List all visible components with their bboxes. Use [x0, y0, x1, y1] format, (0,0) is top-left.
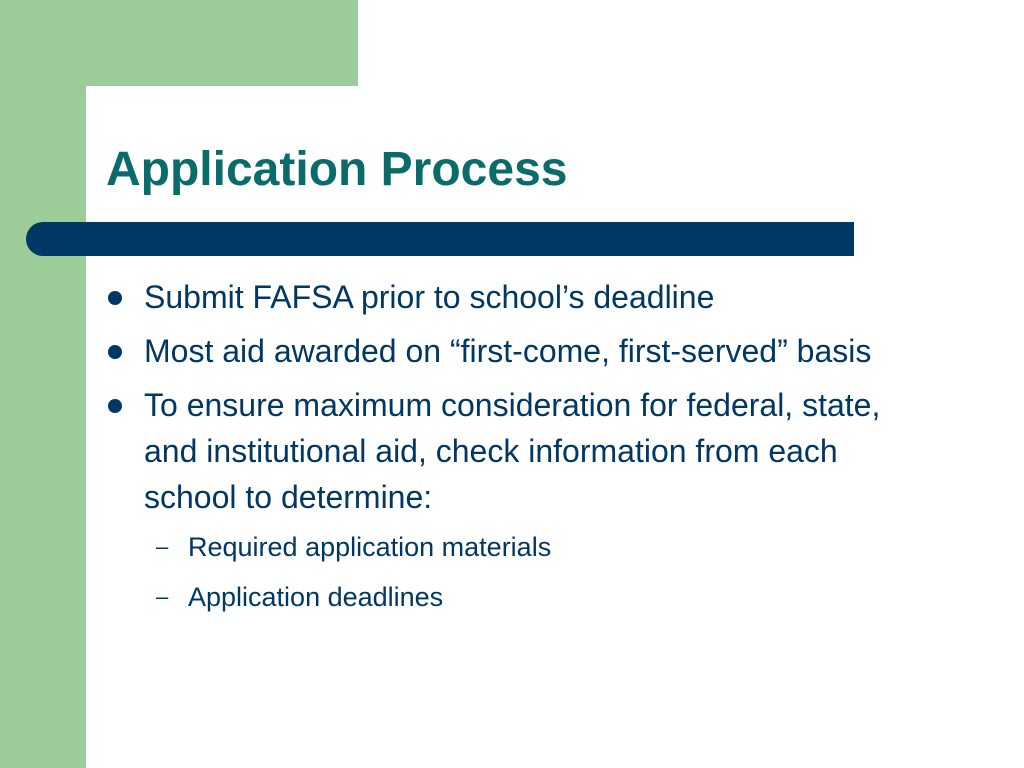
bullet-dot-icon [108, 345, 122, 359]
slide-content [104, 274, 904, 628]
sub-bullet-text: Application deadlines [188, 582, 444, 612]
bullet-item [104, 382, 904, 520]
bullet-dot-icon [108, 399, 122, 413]
title-underline-bar [26, 222, 854, 256]
dash-icon: – [156, 584, 169, 609]
sub-bullet-item [104, 578, 904, 616]
dash-icon: – [156, 534, 169, 559]
bullet-text: To ensure maximum consideration for federal, state, and institutional aid, check information from each school to determine: [144, 387, 881, 515]
sub-bullet-text: Required application materials [188, 532, 552, 562]
bullet-item [104, 328, 904, 374]
bullet-text: Submit FAFSA prior to school’s deadline [144, 279, 715, 315]
green-frame-left [0, 0, 86, 768]
sub-bullet-item [104, 528, 904, 566]
slide-title: Application Process [106, 143, 568, 196]
bullet-item [104, 274, 904, 320]
bullet-dot-icon [108, 291, 122, 305]
bullet-text: Most aid awarded on “first-come, first-served” basis [144, 333, 872, 369]
green-frame-top [0, 0, 358, 86]
